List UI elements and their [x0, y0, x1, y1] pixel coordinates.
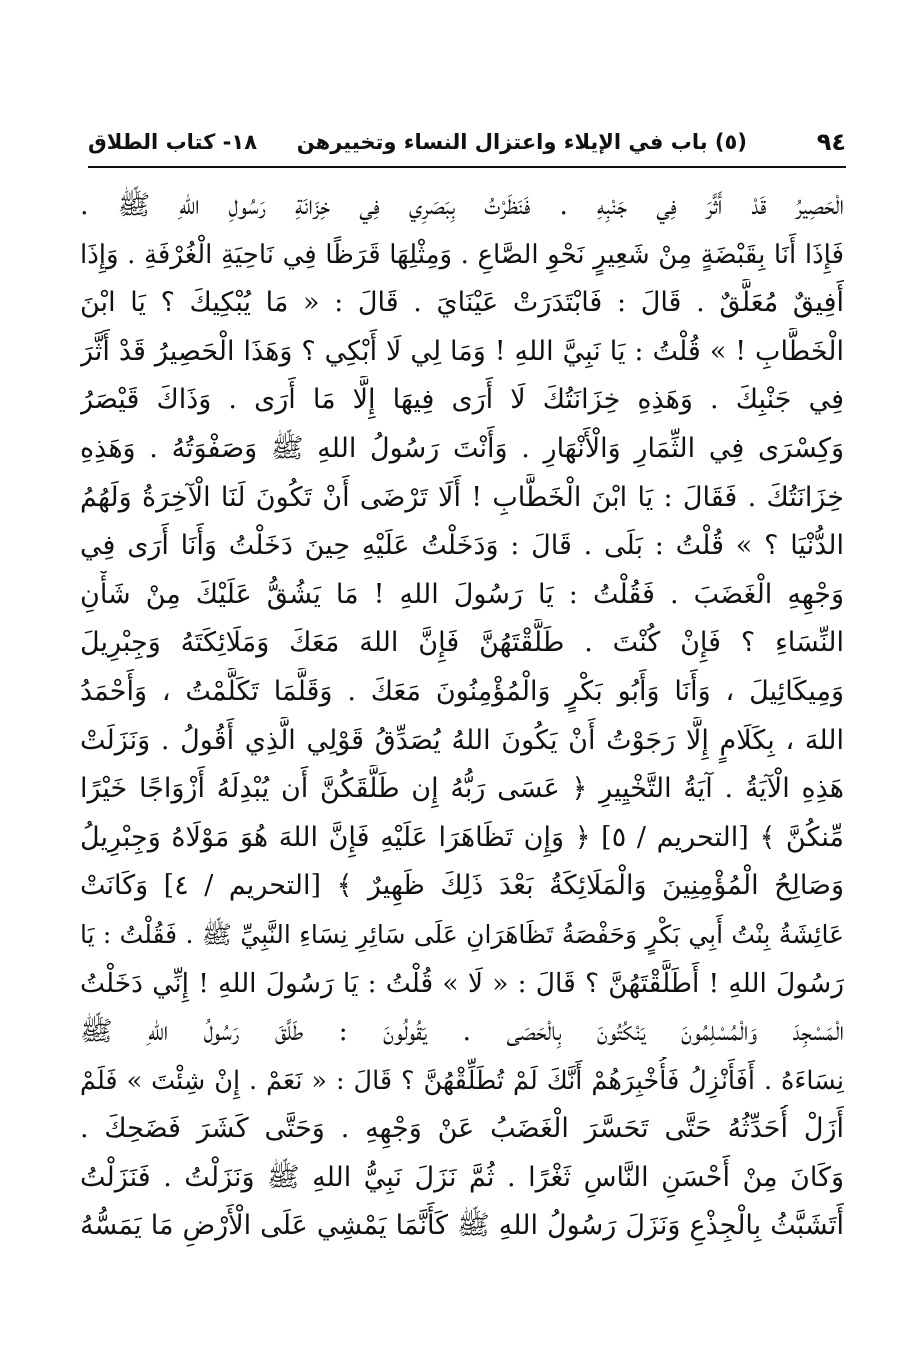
text-line: الْحَصِيرُ قَدْ أَثَّرَ فِي جَنْبِهِ . فَنَظَرْتُ بِبَصَرِي فِي خِزَانَةِ رَسُولِ اللهِ ﷺ .	[80, 190, 844, 221]
text-line: النِّسَاءِ ؟ فَإِنْ كُنْتَ . طَلَّقْتَهُنَّ فَإِنَّ اللهَ مَعَكَ وَمَلَائِكَتَهُ وَجِبْرِيلَ	[80, 627, 844, 659]
text-line: وَجْهِهِ الْغَضَبَ . فَقُلْتُ : يَا رَسُولَ اللهِ ! مَا يَشُقُّ عَلَيْكَ مِنْ شَأْنِ	[80, 578, 844, 610]
body-text	[80, 182, 844, 1251]
page-header	[88, 120, 846, 164]
text-line: الْخَطَّابِ ! » قُلْتُ : يَا نَبِيَّ اللهِ ! وَمَا لِي لَا أَبْكِي ؟ وَهَذَا الْحَصِيرُ قَدْ أَثَّرَ	[80, 335, 844, 367]
header-divider	[88, 166, 846, 168]
book-title: ١٨- كتاب الطلاق	[88, 130, 258, 154]
text-line: وَمِيكَائِيلَ ، وَأَنَا وَأَبُو بَكْرٍ وَالْمُؤْمِنُونَ مَعَكَ . وَقَلَّمَا تَكَلَّمْتُ ، وَأَحْمَدُ	[80, 675, 844, 707]
text-line: خِزَانَتُكَ . فَقَالَ : يَا ابْنَ الْخَطَّابِ ! أَلَا تَرْضَى أَنْ تَكُونَ لَنَا الْآخِرَةُ وَلَهُمُ	[80, 481, 844, 513]
text-line: الدُّنْيَا ؟ » قُلْتُ : بَلَى . قَالَ : وَدَخَلْتُ عَلَيْهِ حِينَ دَخَلْتُ وَأَنَا أَرَى فِي	[80, 530, 844, 562]
text-line: هَذِهِ الْآيَةُ . آيَةُ التَّخْيِيرِ ﴿ عَسَى رَبُّهُ إِن طَلَّقَكُنَّ أَن يُبْدِلَهُ أَزْوَاجًا خَيْرًا	[80, 773, 844, 805]
text-line: نِسَاءَهُ . أَفَأَنْزِلُ فَأُخْبِرَهُمْ أَنَّكَ لَمْ تُطَلِّقْهُنَّ ؟ قَالَ : « نَعَمْ . إِنْ شِئْتَ » فَلَمْ	[80, 1065, 844, 1096]
text-line: فَإِذَا أَنَا بِقَبْضَةٍ مِنْ شَعِيرٍ نَحْوِ الصَّاعِ . وَمِثْلِهَا قَرَظًا فِي نَاحِيَةِ الْغُرْفَةِ . وَإِذَا	[80, 239, 844, 270]
text-line: وَكِسْرَى فِي الثِّمَارِ وَالْأَنْهَارِ . وَأَنْتَ رَسُولُ اللهِ ﷺ وَصَفْوَتُهُ . وَهَذِهِ	[80, 432, 844, 464]
text-line: وَصَالِحُ الْمُؤْمِنِينَ وَالْمَلَائِكَةُ بَعْدَ ذَلِكَ ظَهِيرٌ ﴾ [التحريم / ٤] وَكَانَتْ	[80, 870, 844, 902]
text-line: فِي جَنْبِكَ . وَهَذِهِ خِزَانَتُكَ لَا أَرَى فِيهَا إِلَّا مَا أَرَى . وَذَاكَ قَيْصَرُ	[80, 384, 844, 416]
text-line: أَزَلْ أُحَدِّثُهُ حَتَّى تَحَسَّرَ الْغَضَبُ عَنْ وَجْهِهِ . وَحَتَّى كَشَرَ فَضَحِكَ .	[80, 1113, 844, 1145]
text-line: عَائِشَةُ بِنْتُ أَبِي بَكْرٍ وَحَفْصَةُ تَظَاهَرَانِ عَلَى سَائِرِ نِسَاءِ النَّبِيِّ ﷺ . فَقُلْتُ : يَا	[80, 919, 844, 949]
text-line: رَسُولَ اللهِ ! أَطَلَّقْتَهُنَّ ؟ قَالَ : « لَا » قُلْتُ : يَا رَسُولَ اللهِ ! إِنِّي دَخَلْتُ	[80, 967, 844, 999]
text-line: أَفِيقٌ مُعَلَّقٌ . قَالَ : فَابْتَدَرَتْ عَيْنَايَ . قَالَ : « مَا يُبْكِيكَ ؟ يَا ابْنَ	[80, 287, 844, 319]
page-number: ٩٤	[816, 128, 846, 156]
running-title: (٥) باب في الإيلاء واعتزال النساء وتخييرهن	[296, 130, 747, 154]
text-line: أَتَشَبَّثُ بِالْجِذْعِ وَنَزَلَ رَسُولُ اللهِ ﷺ كَأَنَّمَا يَمْشِي عَلَى الْأَرْضِ مَا يَمَسُّهُ	[80, 1210, 844, 1242]
text-line: اللهَ ، بِكَلَامٍ إِلَّا رَجَوْتُ أَنْ يَكُونَ اللهُ يُصَدِّقُ قَوْلِي الَّذِي أَقُولُ . وَنَزَلَتْ	[80, 724, 844, 756]
text-line: مِّنكُنَّ ﴾ [التحريم / ٥] ﴿ وَإِن تَظَاهَرَا عَلَيْهِ فَإِنَّ اللهَ هُوَ مَوْلَاهُ وَجِبْرِيلُ	[80, 821, 844, 853]
text-line: الْمَسْجِدَ وَالْمُسْلِمُونَ يَنْكُتُونَ بِالْحَصَى . يَقُولُونَ : طَلَّقَ رَسُولُ اللهِ ﷺ	[80, 1016, 844, 1048]
text-line: وَكَانَ مِنْ أَحْسَنِ النَّاسِ ثَغْرًا . ثُمَّ نَزَلَ نَبِيُّ اللهِ ﷺ وَنَزَلْتُ . فَنَزَلْتُ	[80, 1161, 844, 1193]
